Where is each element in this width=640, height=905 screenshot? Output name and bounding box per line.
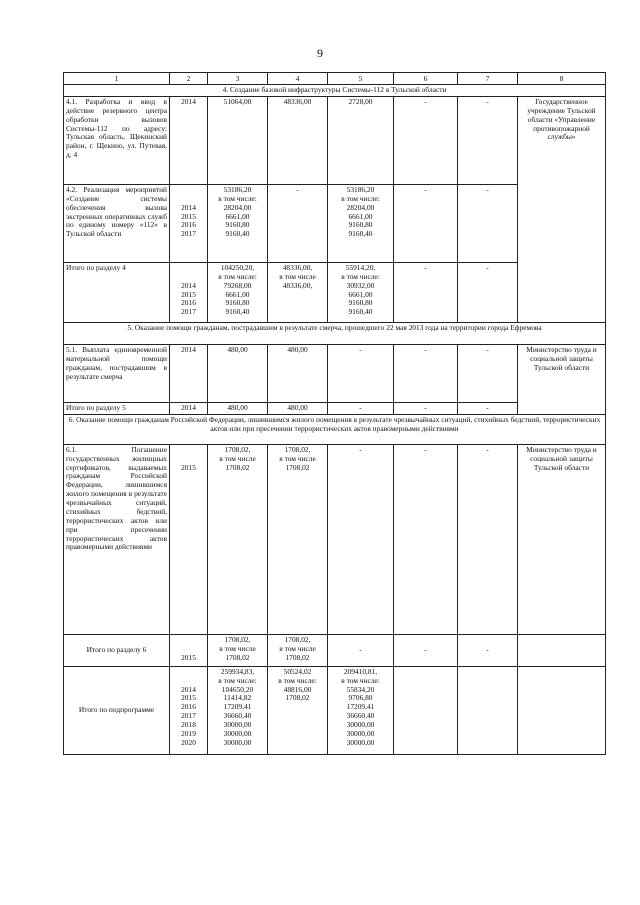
table-row <box>64 344 606 402</box>
federal-amount: 480,00 <box>268 402 328 414</box>
years-cell: 2014 <box>170 96 208 184</box>
section-6-title: 6. Оказание помощи гражданам Российской Федерации, лишившимся жилого помещения в результате чрезвычайных ситуаций, стихийных бедствий, террористических актов или при пресечении террористических актов правомерными действиями <box>64 414 606 444</box>
municipal-amount: - <box>394 344 458 402</box>
column-number: 8 <box>518 73 606 85</box>
total-amount: 1708,02, в том числе 1708,02 <box>208 444 268 634</box>
regional-amount: 209410,81, в том числе: 55834,20 9706,80 17209,41 36660,40 30000,00 30000,00 30000,00 <box>328 666 394 754</box>
empty-cell <box>518 634 606 666</box>
column-number-row <box>64 73 606 85</box>
municipal-amount: - <box>394 96 458 184</box>
municipal-amount: - <box>394 184 458 262</box>
total-amount: 259934,83, в том числе: 104650,20 11414,82 17209,41 36660,40 30000,00 30000,00 30000,00 <box>208 666 268 754</box>
regional-amount: - <box>328 634 394 666</box>
section-heading-row <box>64 85 606 97</box>
column-number: 1 <box>64 73 170 85</box>
total-amount: 53186,20 в том числе: 28204,00 6661,00 9160,80 9160,40 <box>208 184 268 262</box>
empty-cell <box>394 666 458 754</box>
empty-cell <box>518 666 606 754</box>
years-cell: 2015 <box>170 634 208 666</box>
column-number: 6 <box>394 73 458 85</box>
regional-amount: 53186,20 в том числе: 28204,00 6661,00 9160,80 9160,40 <box>328 184 394 262</box>
section-4-title: 4. Создание базовой инфраструктуры Системы-112 в Тульской области <box>64 85 606 97</box>
column-number: 7 <box>458 73 518 85</box>
column-number: 2 <box>170 73 208 85</box>
other-amount: - <box>458 262 518 322</box>
activity-name: 4.2. Реализация мероприятий «Создание системы обеспечения вызова экстренных оперативных служб по единому номеру «112» в Тульской области <box>64 184 170 262</box>
years-cell: 2014 2015 2016 2017 <box>170 184 208 262</box>
executor-cell: Министерство труда и социальной защиты Тульской области <box>518 344 606 414</box>
federal-amount: 48336,00 <box>268 96 328 184</box>
column-number: 4 <box>268 73 328 85</box>
total-label: Итого по разделу 5 <box>64 402 170 414</box>
activity-name: 4.1. Разработка и ввод в действие резервного центра обработки вызовов Системы-112 по адресу: Тульская область, Щекинский район, г. Щекино, ул. Путевая, д. 4 <box>64 96 170 184</box>
federal-amount: 1708,02, в том числе 1708,02 <box>268 634 328 666</box>
other-amount: - <box>458 96 518 184</box>
total-amount: 480,00 <box>208 344 268 402</box>
other-amount: - <box>458 444 518 634</box>
total-amount: 51064,00 <box>208 96 268 184</box>
municipal-amount: - <box>394 444 458 634</box>
section-5-title: 5. Оказание помощи гражданам, пострадавшим в результате смерча, прошедшего 22 мая 2013 года на территории города Ефремова <box>64 322 606 344</box>
other-amount: - <box>458 184 518 262</box>
empty-cell <box>458 666 518 754</box>
activity-name: 6.1. Погашение государственных жилищных сертификатов, выдаваемых гражданам Российской Федерации, лишившимся жилого помещения в результате чрезвычайных ситуаций, стихийных бедствий, террористических актов или при пресечении террористических актов правомерными действиями <box>64 444 170 634</box>
years-cell: 2015 <box>170 444 208 634</box>
executor-cell: Государственное учреждение Тульской области «Управление противопожарной службы» <box>518 96 606 322</box>
other-amount: - <box>458 634 518 666</box>
federal-amount: - <box>268 184 328 262</box>
total-amount: 104250,20, в том числе: 79268,00 6661,00 9160,80 9160,40 <box>208 262 268 322</box>
table-row <box>64 96 606 184</box>
section-heading-row <box>64 414 606 444</box>
table-row <box>64 444 606 634</box>
municipal-amount: - <box>394 402 458 414</box>
table-row <box>64 666 606 754</box>
municipal-amount: - <box>394 262 458 322</box>
federal-amount: 480,00 <box>268 344 328 402</box>
total-label: Итого по разделу 6 <box>64 634 170 666</box>
total-label: Итого по подпрограмме <box>64 666 170 754</box>
total-amount: 480,00 <box>208 402 268 414</box>
regional-amount: 55914,20, в том числе: 30932,00 6661,00 9160,80 9160,40 <box>328 262 394 322</box>
municipal-amount: - <box>394 634 458 666</box>
table-row <box>64 634 606 666</box>
total-amount: 1708,02, в том числе 1708,02 <box>208 634 268 666</box>
regional-amount: - <box>328 402 394 414</box>
page-number: 9 <box>317 46 323 60</box>
federal-amount: 1708,02, в том числе 1708,02 <box>268 444 328 634</box>
executor-cell: Министерство труда и социальной защиты Тульской области <box>518 444 606 634</box>
total-label: Итого по разделу 4 <box>64 262 170 322</box>
regional-amount: - <box>328 444 394 634</box>
years-cell: 2014 2015 2016 2017 <box>170 262 208 322</box>
years-cell: 2014 <box>170 344 208 402</box>
other-amount: - <box>458 344 518 402</box>
section-heading-row <box>64 322 606 344</box>
regional-amount: - <box>328 344 394 402</box>
program-table <box>63 72 606 755</box>
federal-amount: 48336,00, в том числе 48336,00, <box>268 262 328 322</box>
years-cell: 2014 2015 2016 2017 2018 2019 2020 <box>170 666 208 754</box>
column-number: 5 <box>328 73 394 85</box>
regional-amount: 2728,00 <box>328 96 394 184</box>
activity-name: 5.1. Выплата единовременной материальной помощи гражданам, пострадавшим в результате смерча <box>64 344 170 402</box>
federal-amount: 50524,02 в том числе: 48816,00 1708,02 <box>268 666 328 754</box>
other-amount: - <box>458 402 518 414</box>
column-number: 3 <box>208 73 268 85</box>
years-cell: 2014 <box>170 402 208 414</box>
